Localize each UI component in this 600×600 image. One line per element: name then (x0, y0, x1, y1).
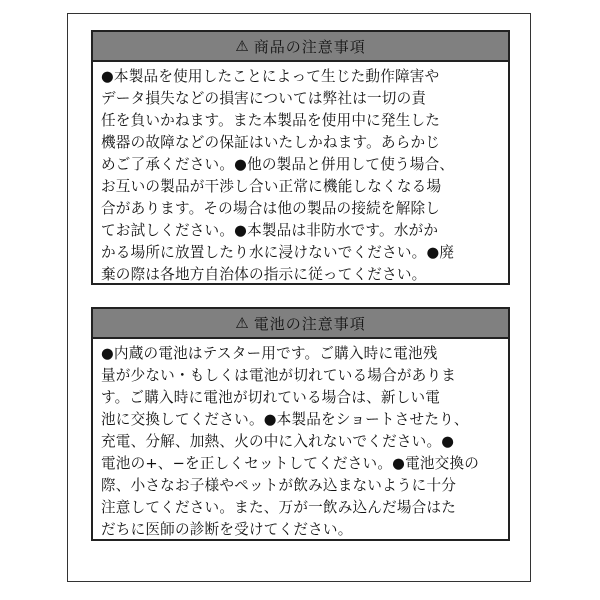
text-line: 量が少ない・もしくは電池が切れている場合がありま (101, 367, 457, 384)
text-line: 棄の際は各地方自治体の指示に従ってください。 (101, 266, 427, 283)
text-line: 機器の故障などの保証はいたしかねます。あらかじ (101, 134, 441, 151)
warning-triangle-icon: ⚠ (235, 36, 250, 55)
text-line: 池に交換してください。●本製品をショートさせたり、 (101, 411, 469, 428)
text-line: だちに医師の診断を受けてください。 (101, 521, 353, 538)
text-line: てお試しください。●本製品は非防水です。水がか (101, 222, 439, 239)
product-caution-text (93, 62, 508, 290)
product-caution-header (93, 32, 508, 62)
text-line: 電池の+、−を正しくセットしてください。●電池交換の (101, 455, 480, 472)
warning-triangle-icon: ⚠ (235, 313, 250, 332)
battery-caution-header (93, 309, 508, 339)
text-line: 際、小さなお子様やペットが飲み込まないように十分 (101, 477, 457, 494)
text-line: お互いの製品が干渉し合い正常に機能しなくなる場 (101, 178, 442, 195)
text-line: ●本製品を使用したことによって生じた動作障害や (101, 68, 440, 85)
text-line: 合があります。その場合は他の製品の接続を解除し (101, 200, 441, 217)
product-caution-title: 商品の注意事項 (253, 37, 366, 56)
text-line: 注意してください。また、万が一飲み込んだ場合はた (101, 499, 457, 516)
battery-caution-title: 電池の注意事項 (253, 314, 366, 333)
text-line: かる場所に放置したり水に浸けないでください。●廃 (101, 244, 455, 261)
product-caution-box (91, 30, 510, 285)
text-line: データ損失などの損害については弊社は一切の責 (101, 90, 427, 107)
text-line: す。ご購入時に電池が切れている場合は、新しい電 (101, 389, 441, 406)
text-line: 任を負いかねます。また本製品を使用中に発生した (101, 112, 441, 129)
text-line: めご了承ください。●他の製品と併用して使う場合、 (101, 156, 455, 173)
battery-caution-text (93, 339, 508, 545)
text-line: ●内蔵の電池はテスター用です。ご購入時に電池残 (101, 345, 438, 362)
battery-caution-box (91, 307, 510, 541)
text-line: 充電、分解、加熱、火の中に入れないでください。● (101, 433, 455, 450)
